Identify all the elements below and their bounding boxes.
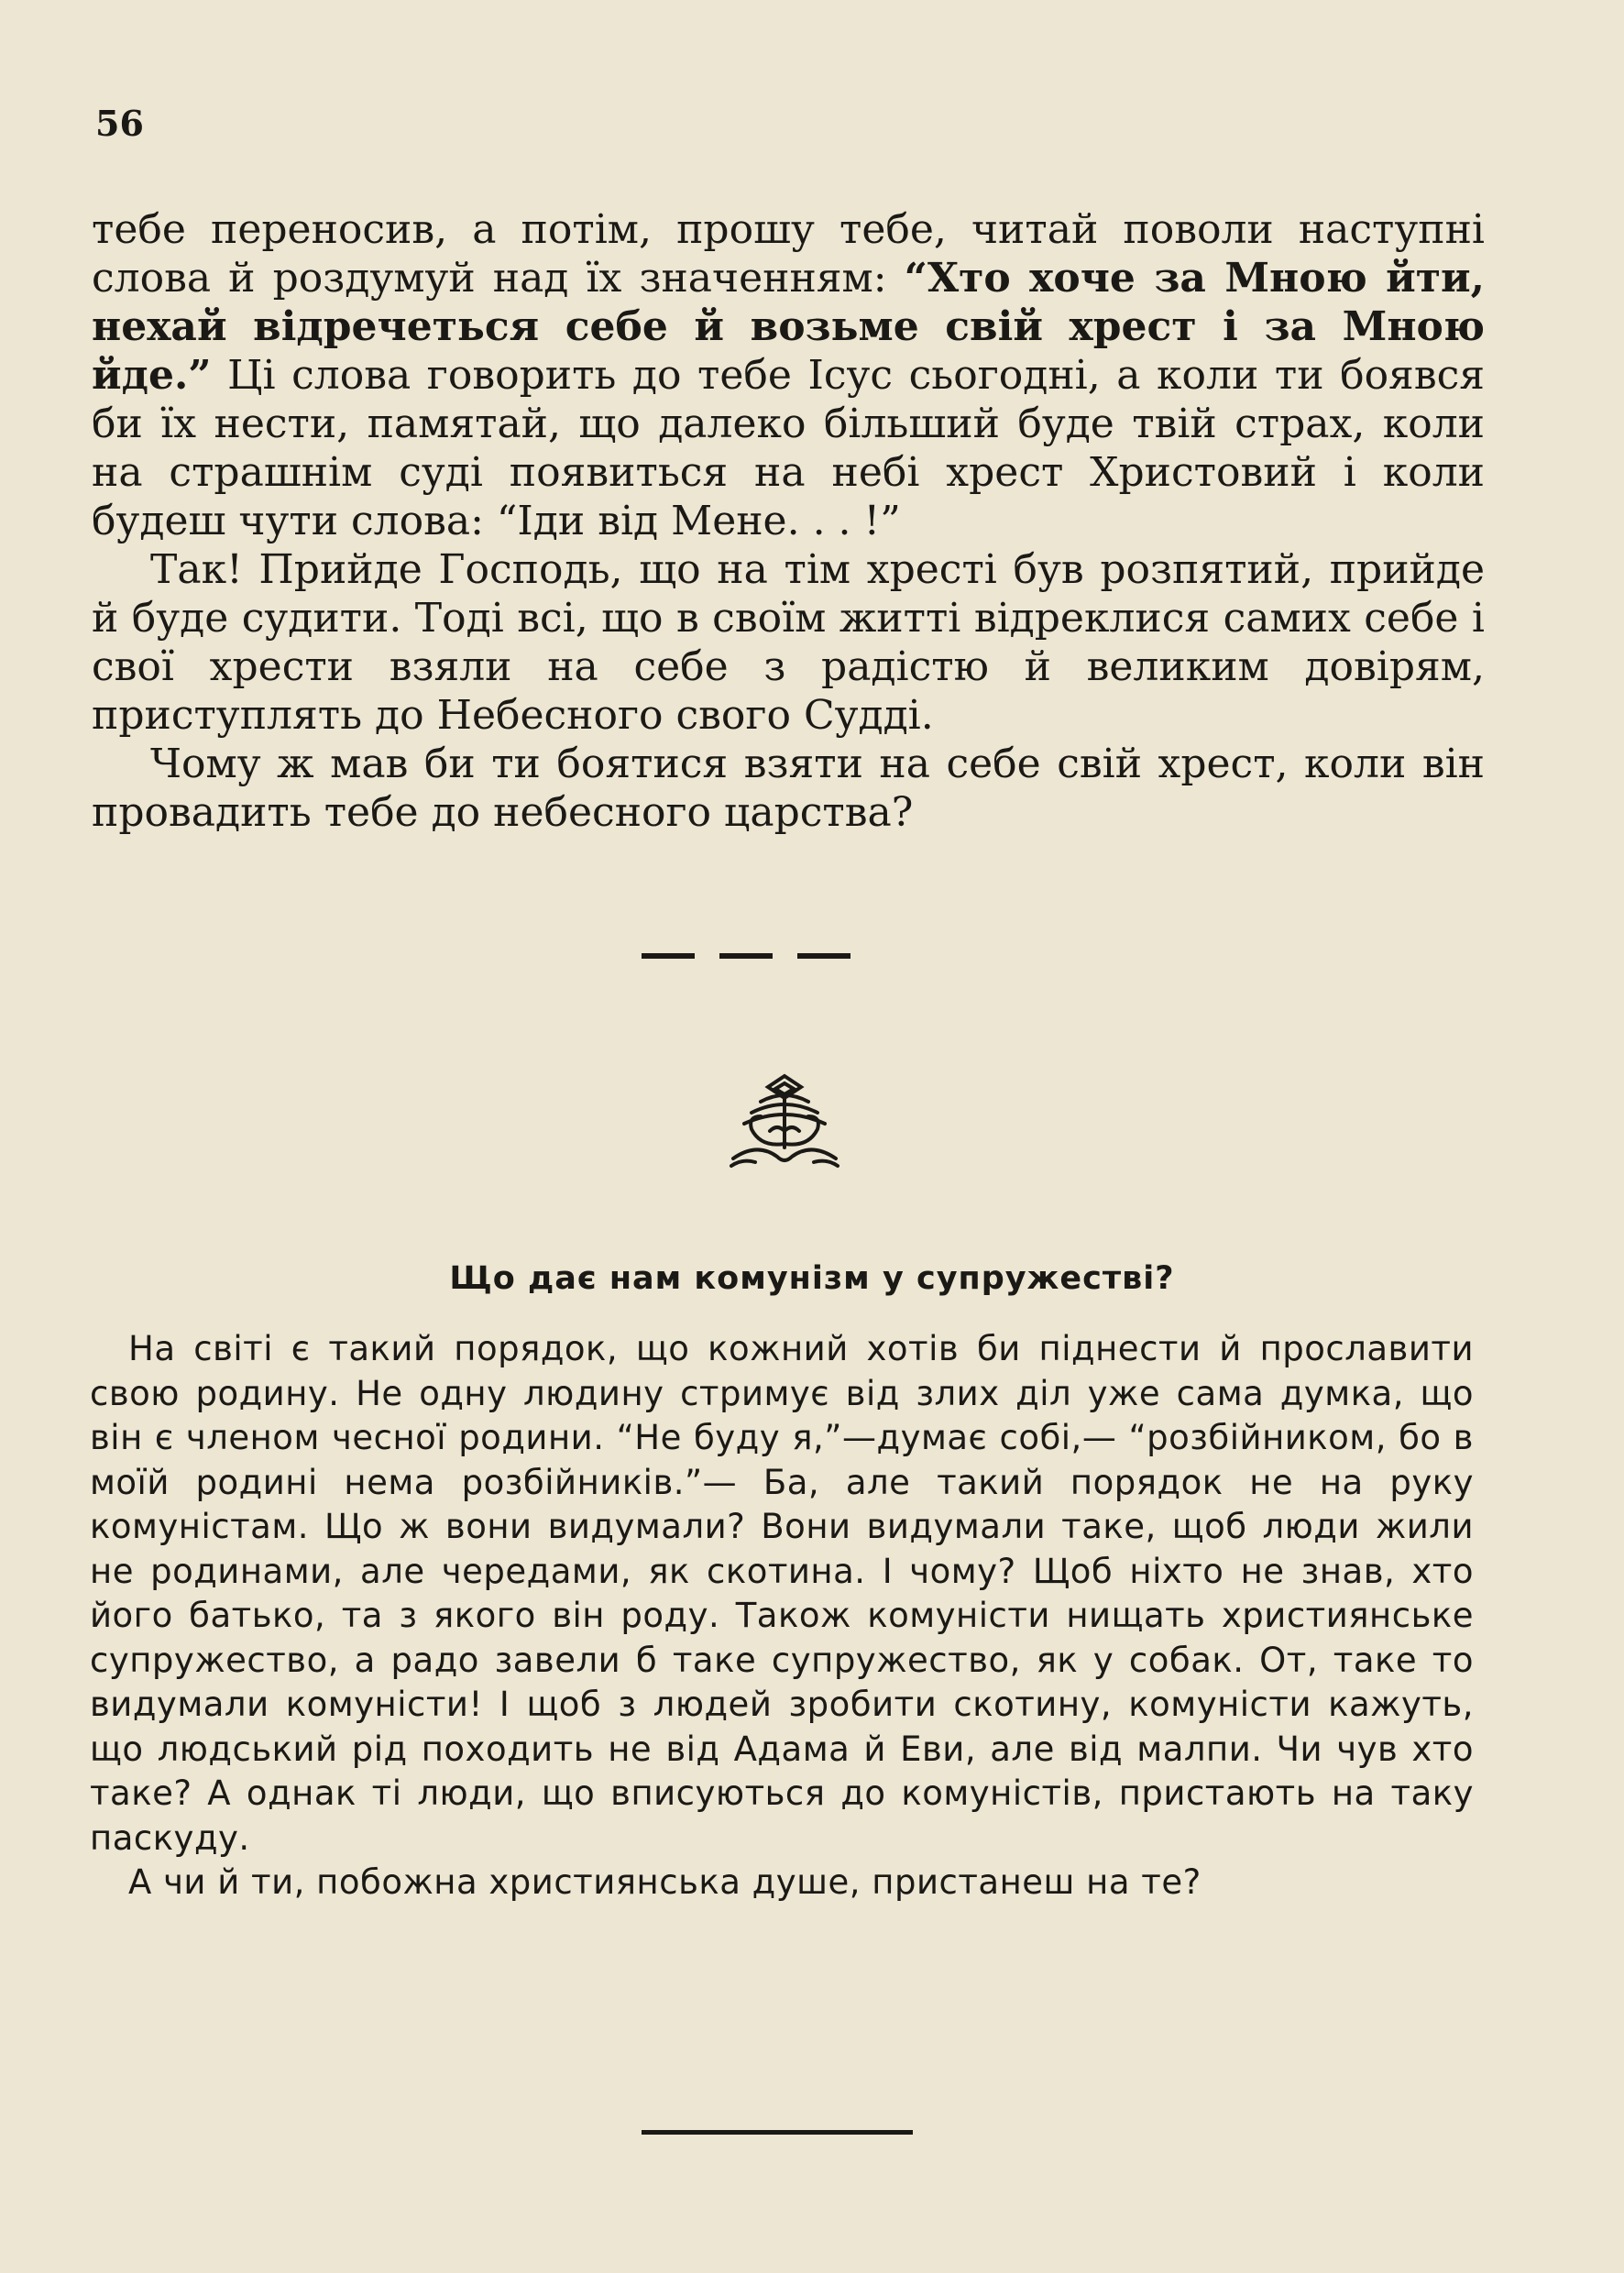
section1-paragraph-2: Так! Прийде Господь, що на тім хресті був розпятий, прийде й буде судити. Тоді всі, що в своїм житті відреклися самих себе і свої хрести взяли на себе з радістю й великим довірям, приступлять до Небесного свого Судді. — [92, 546, 1485, 739]
p1-end: Ці слова говорить до тебе Ісус сьогодні, а коли ти боявся би їх нести, памятай, що далеко більший буде твій страх, коли на страшнім суді появиться на небі хрест Христовий і коли будеш чути слова: “Іди від Мене. . . !” — [92, 352, 1485, 544]
end-rule — [642, 2130, 913, 2135]
section1-paragraph-1 — [92, 205, 1485, 545]
floral-ornament-icon — [724, 1071, 845, 1173]
p1-start: тебе переносив, а потім, прошу тебе, читай поволи наступні слова й роздумуй над їх значенням: — [92, 206, 1485, 302]
section1-paragraph-3: Чому ж мав би ти боятися взяти на себе свій хрест, коли він провадить тебе до небесного царства? — [92, 741, 1485, 836]
section1-text — [92, 205, 1485, 837]
section-heading: Що дає нам комунізм у супружестві? — [449, 1260, 1175, 1297]
bible-quote: “Хто хоче за Мною йти, нехай відречеться себе й возьме свій хрест і за Мною йде.” — [92, 255, 1485, 399]
section2-paragraph-2: А чи й ти, побожна християнська душе, пристанеш на те? — [128, 1862, 1202, 1902]
dash-separator — [642, 953, 850, 959]
page-number: 56 — [95, 103, 144, 144]
section2-text — [90, 1327, 1474, 1905]
section2-paragraph-1: На світі є такий порядок, що кожний хотів би піднести й прославити свою родину. Не одну людину стримує від злих діл уже сама думка, що він є членом чесної родини. “Не буду я,”—думає собі,— “розбійником, бо в моїй родині нема розбійників.”— Ба, але такий порядок не на руку комуністам. Що ж вони видумали? Вони видумали таке, щоб люди жили не родинами, але чередами, як скотина. І чому? Щоб ніхто не знав, хто його батько, та з якого він роду. Також комуністи нищать християнське супружество, а радо завели б таке супружество, як у собак. От, таке то видумали комуністи! І щоб з людей зробити скотину, комуністи кажуть, що людський рід походить не від Адама й Еви, але від малпи. Чи чув хто таке? А однак ті люди, що вписуються до комуністів, пристають на таку паскуду. — [90, 1329, 1474, 1858]
